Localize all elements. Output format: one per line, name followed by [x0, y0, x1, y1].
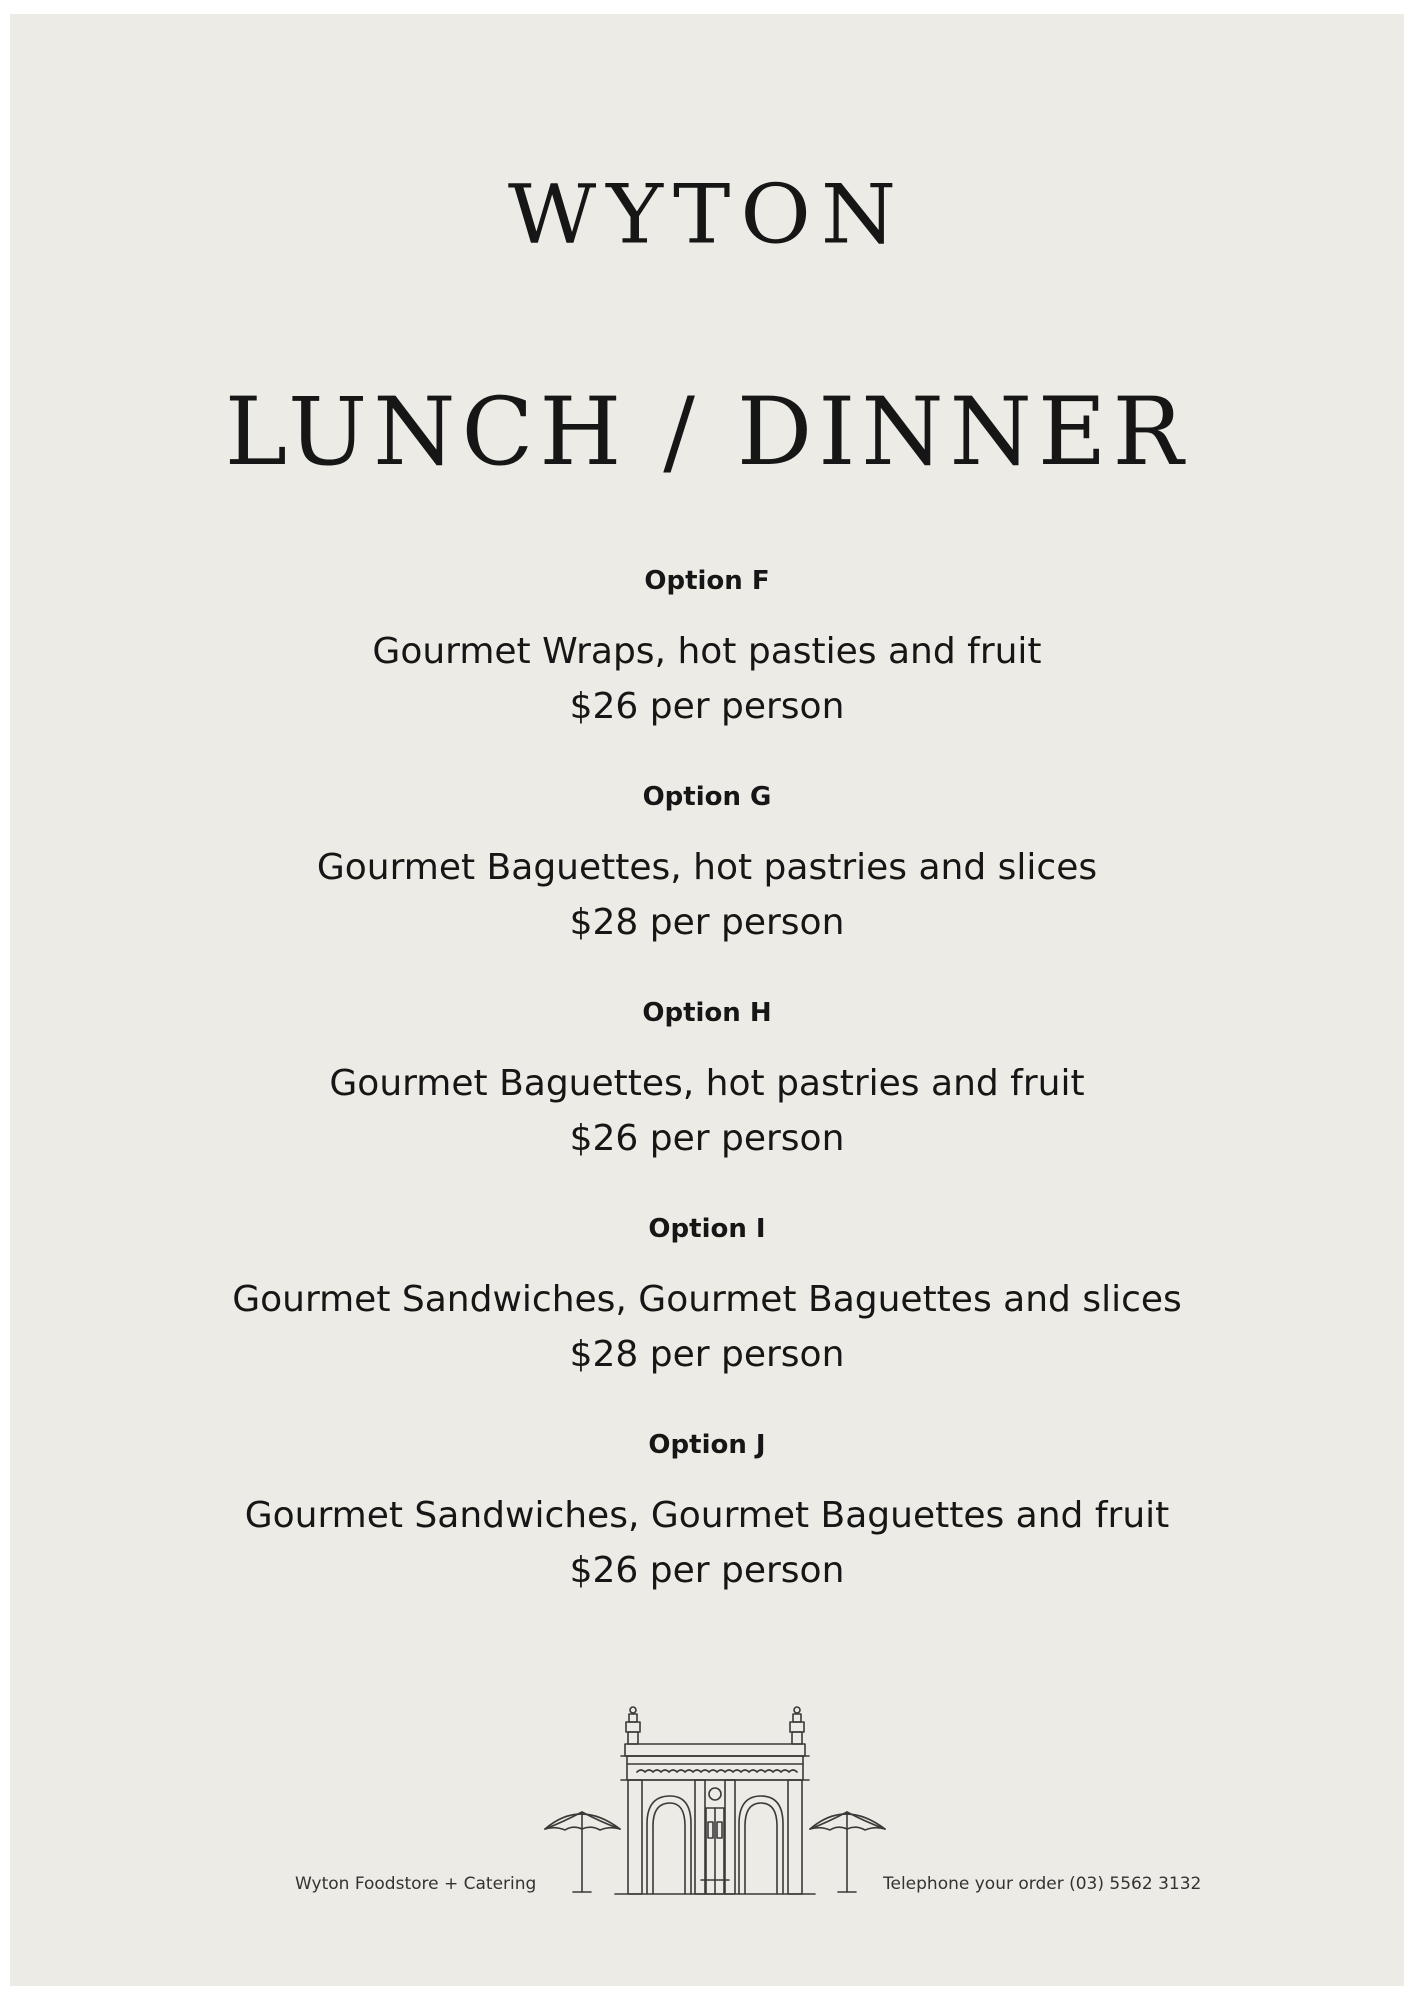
option-description: Gourmet Sandwiches, Gourmet Baguettes and slices [232, 1279, 1182, 1320]
option-description: Gourmet Wraps, hot pasties and fruit [372, 631, 1042, 672]
brand-logo: WYTON [507, 167, 907, 263]
menu-heading: LUNCH / DINNER [224, 378, 1190, 487]
footer-business-name: Wyton Foodstore + Catering [295, 1874, 537, 1894]
option-label: Option I [648, 1214, 766, 1244]
menu-option [10, 564, 1404, 780]
menu-page [10, 14, 1404, 1986]
option-label: Option J [648, 1430, 766, 1460]
option-price: $28 per person [569, 902, 845, 943]
storefront-illustration [525, 1704, 895, 1904]
option-description: Gourmet Baguettes, hot pastries and fruit [329, 1063, 1085, 1104]
option-label: Option F [644, 566, 770, 596]
menu-option [10, 1428, 1404, 1644]
option-price: $26 per person [569, 1550, 845, 1591]
footer-telephone: Telephone your order (03) 5562 3132 [883, 1874, 1202, 1894]
menu-option [10, 1212, 1404, 1428]
option-price: $26 per person [569, 1118, 845, 1159]
menu-option [10, 780, 1404, 996]
option-price: $26 per person [569, 686, 845, 727]
option-description: Gourmet Baguettes, hot pastries and slices [316, 847, 1098, 888]
option-description: Gourmet Sandwiches, Gourmet Baguettes and fruit [244, 1495, 1170, 1536]
option-label: Option H [642, 998, 772, 1028]
option-price: $28 per person [569, 1334, 845, 1375]
menu-option [10, 996, 1404, 1212]
menu-options [10, 564, 1404, 1644]
option-label: Option G [642, 782, 772, 812]
